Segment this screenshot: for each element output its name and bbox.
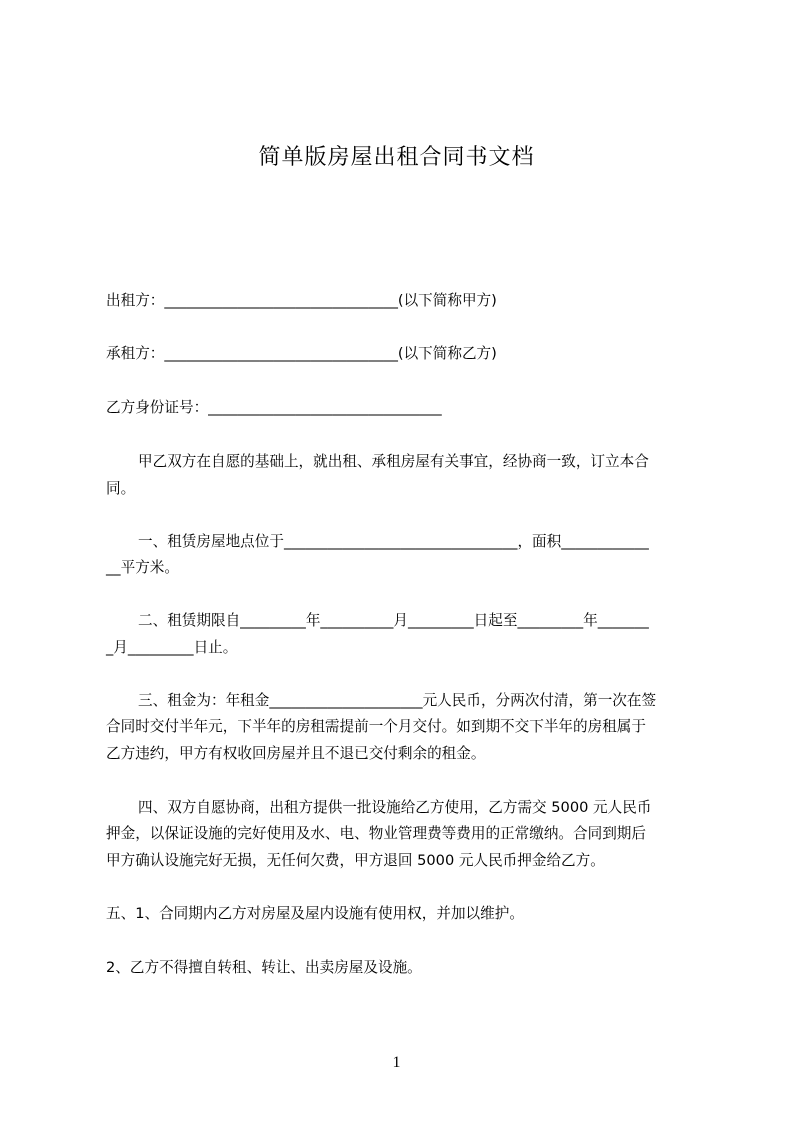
clause-2-line-2: _月_________日止。	[106, 639, 238, 656]
document-title: 简单版房屋出租合同书文档	[258, 145, 535, 170]
clause-1-line-1: 一、租赁房屋地点位于________________________________，面积____________	[138, 533, 649, 550]
clause-3-line-2: 合同时交付半年元，下半年的房租需提前一个月交付。如到期不交下半年的房租属于	[106, 718, 646, 735]
clause-4-line-2: 押金，以保证设施的完好使用及水、电、物业管理费等费用的正常缴纳。合同到期后	[106, 825, 646, 842]
lessee-line: 承租方：________________________________(以下简称乙方)	[106, 345, 497, 362]
lessor-line: 出租方：________________________________(以下简称甲方)	[106, 292, 497, 309]
clause-1-line-2: __平方米。	[106, 559, 179, 576]
page-number: 1	[392, 1054, 401, 1071]
clause-5-item-2: 2、乙方不得擅自转租、转让、出卖房屋及设施。	[106, 959, 422, 976]
clause-4-line-1: 四、双方自愿协商，出租方提供一批设施给乙方使用，乙方需交 5000 元人民币	[138, 799, 652, 816]
lessee-id-line: 乙方身份证号：________________________________	[106, 399, 442, 416]
clause-3-line-3: 乙方违约，甲方有权收回房屋并且不退已交付剩余的租金。	[106, 745, 486, 762]
clause-4-line-3: 甲方确认设施完好无损，无任何欠费，甲方退回 5000 元人民币押金给乙方。	[106, 852, 605, 869]
clause-5-item-1: 五、1、合同期内乙方对房屋及屋内设施有使用权，并加以维护。	[106, 905, 524, 922]
intro-paragraph-line-1: 甲乙双方在自愿的基础上，就出租、承租房屋有关事宜，经协商一致，订立本合	[138, 453, 649, 470]
clause-3-line-1: 三、租金为：年租金_____________________元人民币，分两次付清，第一次在签	[138, 692, 657, 709]
intro-paragraph-line-2: 同。	[106, 480, 136, 497]
clause-2-line-1: 二、租赁期限自_________年__________月_________日起至_________年_______	[138, 612, 649, 629]
